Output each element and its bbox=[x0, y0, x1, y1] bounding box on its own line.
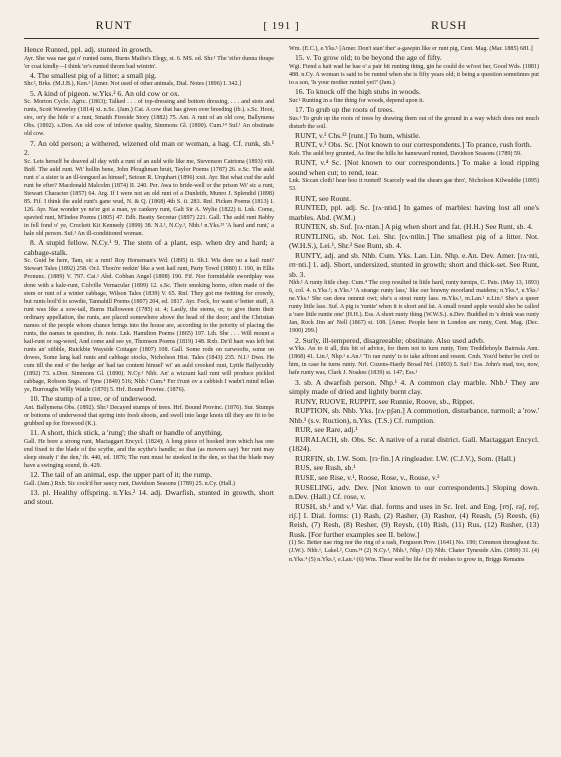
entry-paragraph: Lnk. Siccan cloth! hear hoo it runted! Scarcely wad the shears gae thro', Nicholson Kilwuddie (1895) 53. bbox=[289, 178, 539, 193]
right-column bbox=[289, 45, 539, 757]
entry-paragraph: RUNTLING, sb. Not. Lei. Shr. [rʌ·ntlin.] The smallest pig of a litter. Not. (W.H.S.), Lei.¹, Shr.² See Runt, sb. 4. bbox=[289, 231, 539, 251]
entry-paragraph: 16. To knock off the high stubs in woods. bbox=[295, 87, 421, 97]
entry-paragraph: 2. Surly, ill-tempered, disagreeable; obstinate. Also used advb. bbox=[295, 335, 485, 345]
entry-paragraph: 15. v. To grow old; to be beyond the age of fifty. bbox=[295, 53, 442, 63]
entry-paragraph: RUSELING, adv. Dev. [Not known to our correspondents.] Sloping down. n.Dev. (Hall.) Cf. rose, v. bbox=[289, 482, 539, 502]
entry-paragraph: Wm. (E.C.), e.Yks.¹ [Amer. Don't stan' ther' a-gawpin like er runt pig, Cent. Mag. (Mar. 1885) 681.] bbox=[289, 46, 533, 52]
entry-paragraph: RUSE, see Rise, v.¹, Roose, Rose, v., Rouse, v.² bbox=[295, 473, 440, 483]
entry-paragraph: RUNT, see Rount. bbox=[295, 193, 351, 203]
entry-paragraph: RUNY, RUOVE, RUPPIT, see Runnie, Roove, sb., Rippet. bbox=[295, 396, 475, 406]
entry-paragraph: 17. To grub up the roots of trees. bbox=[295, 104, 395, 114]
entry-paragraph: Sur.¹ Runting in a fine thing for woods, depend upon it. bbox=[289, 97, 425, 104]
running-header bbox=[24, 18, 539, 34]
entry-paragraph: Shr.², Brks. (M.J.B.), Ken.¹ [Amer. Not used of other animals, Dial. Notes (1896) I. 342.] bbox=[24, 81, 242, 88]
entry-paragraph: Ayr. She was nae gat o' runted rams, Burns Mailie's Elegy, st. 6. MS. ed. Shr.¹ The 'eifer dunna thrape 'er coat kindly—I think 'er's runted throm bad wintrin'. bbox=[24, 55, 274, 70]
entry-paragraph: w.Yks. An to it all, this bit of advice, for them not to turn runty, Tom Treddlehoyle Bairnsla Ann. (1868) 41. Lin.¹, Nhp.¹ e.An.¹ 'To ran runty' is to take affront and resent. Cmb. You'd better be civil to him, in case he turns runty. Nrf. Cozens-Hardy Broad Nrf. (1893) 5. Suf.¹ Ess. John's mad, too, now, hafe runty was, Clark J. Noakes (1839) st. 147; Ess.¹ bbox=[289, 346, 539, 377]
entry-paragraph: 7. An old person; a withered, wizened old man or woman, a hag. Cf. runk, sb.¹ 2. bbox=[24, 138, 274, 158]
entry-paragraph: RUNTY, adj. and sb. Nhb. Cum. Yks. Lan. Lin. Nhp. e.An. Dev. Amer. [rʌ·nti, rʊ·nti.] 1. adj. Short, undersized, stunted in growth; short and thick-set. See Runt, sb. 3. bbox=[289, 250, 539, 279]
entry-paragraph: RUNT, v.³ Obs. Sc. [Not known to our correspondents.] To prance, rush forth. bbox=[295, 140, 532, 150]
entry-paragraph: Sc. Lets herself be deaved all day with a runt of an auld wife like me, Stevenson Catriona (1893) viii. Bnff. The auld runt. Wi' hollin bene, John Ploughman bruit, Taylor Poems (1787) 26. e.Sc. The auld runt o' a sister is an ill-tongued as himsel', Setoun R. Urquhart (1896) xxii. Ayr. But what cud the auld runt be efter? Macdonald Malcolm (1874) II. 240. Per. Awa to bride-well or the prison Wi' sic a runt, Stewart Character (1857) 64. Arg. If I were not an old runt of a Dunleith, Munro J. Splendid (1898) 85. Fif. I think the auld runt's gane wud, N. & Q. (1868) 4th S. ii. 283. Rnf. Picken Poems (1813) I. 126. Ayr. Nae wonder ye ne'er got a man, ye cankery runt, Galt Sir A. Wylie (1822) ii. Lnk. Come, spavied runt, M'Indoe Poems (1805) 47. Edb. Beatty Secretar (1897) 221. Gall. The auld runt Babby in fell fond o' ye, Crockett Kit Kennedy (1899) 38. N.I.¹, N.Cy.¹, Nhb.¹ n.Yks.²³ 'A hard and runt,' a hale old person. Suf.¹ An ill-conditioned woman. bbox=[24, 158, 274, 238]
entry-paragraph: RURALACH, sb. Obs. Sc. A native of a rural district. Gall. Mactaggart Encycl. (1824). bbox=[289, 434, 539, 454]
entry-paragraph: RUPTION, sb. Nhb. Yks. [rʌ·pʃən.] A commotion, disturbance, turmoil; a 'row.' Nhb.¹ (s.v. Ruction), n.Yks. (T.S.) Cf. rumption. bbox=[289, 406, 539, 425]
entry-paragraph: Sc. Guid be here, Tam, sic a runt! Roy Horseman's Wd. (1895) ii. Sh.I. Wis dere no a kail runt? Stewart Tales (1892) 258. Or.I. Thou're reekin' like a wet kail runt, Party Towd (1880) I. 190, in Ellis Pronunc. (1889) V. 797. Cai.¹ Abd. Cobban Angel (1898) 190. Fif. Nor formidable swordplay was done with a kale-runt, Colville Vernacular (1899) 12. s.Sc. Their smoking horns, often made of the stem or runt of a winter cabbage, Wilson Tales (1839) V. 65. Rnf. They got me twitting for crowdy, but runts boil'd to sowdie, Tannahill Poems (1807) 204, ed. 1817. Ayr. Fock, for want o' better stuff, A runt was like a sow-tail, Burns Halloween (1785) st. 4; Lastly, the stems, or, to give them their ordinary appellation, the runts, are placed somewhere above the head of the door; and the Christian names of the people whom chance brings into the house are, according to the priority of placing the runts, the names in question, ib. note. Lnk. Hamilton Poems (1865) 197. Lth. She . . . Will mount a kail-runt or rag-weed, And come and see ye, Thomson Poems (1819) 148. Rxb. De'il haet was left but runts an' stibble, Ruickbie Wayside Cottager (1807) 108. Gall. Some rode on carwoofts, some on dowes, Some lang kail runts and cabbage stocks, Nicholson Hist. Tales (1843) 235. N.I.¹ Dwn. He cum till the end o' the hedge an' had tae content himsel' wi' an auld crooked runt, Lyttle Ballycuddy (1892) 73. s.Don. Simmons Gl. (1890). N.Cy.¹ Nhb. An' a wizzant kail runt will produce pickled cabbage, Robson Sngs. of Tyne (1849) 516; Nhb.¹ Cum.⁴ Fer t'runt ov a cabbish I wadn't mind tellan ye, Burroughs Willy Wattle (1870) 5. Hrf. Bound Provinc. (1876). bbox=[24, 258, 274, 394]
entry-paragraph: RUR, see Rare, adj.¹ bbox=[295, 425, 358, 435]
entry-paragraph: 3. sb. A dwarfish person. Nhp.¹ 4. A common clay marble. Nhb.¹ They are simply made of dried and lightly burnt clay. bbox=[289, 377, 539, 397]
entry-paragraph: 12. The tail of an animal, esp. the upper part of it; the rump. bbox=[30, 470, 212, 480]
entry-paragraph: 13. pl. Healthy offspring. n.Yks.² 14. adj. Dwarfish, stunted in growth, short and stout. bbox=[24, 488, 274, 507]
entry-paragraph: RUSH, sb.¹ and v.¹ Var. dial. forms and uses in Sc. Irel. and Eng. [rʊʃ, rəʃ, reʃ, riʃ.] I. Dial. forms: (1) Rash, (2) Rasher, (3) Rashor, (4) Reash, (5) Reesh, (6) Reish, (7) Resh, (8) Resher, (9) Reysh, (10) Rish, (11) Rus, (12) Rusher, (13) Rusk. [For further examples see II. below.] bbox=[289, 501, 539, 539]
header-right-headword: RUSH bbox=[430, 18, 467, 32]
entry-paragraph: Sc. Morton Cyclo. Agric. (1863); Talked . . . of top-dressing and bottom dressing, . . . and stots and runts, Scott Waverley (1814) xi. n.Sc. (Jam.) Cai. A cow that has given over breeding (ib.). s.Sc. Hoot, sirs, on'y the hide o' a runt, Smaith Fireside Story (1882) 75. Ant. A runt of an old cow, Ballymena Obs. (1892). s.Don. An old cow of inferior quality, Simmons Gl. (1890). Cum.¹⁴ Suf.¹ An obstinate old cow. bbox=[24, 99, 274, 138]
entry-paragraph: RUNT, v.² Chs.¹³ [runt.] To hum, whistle. bbox=[295, 130, 421, 140]
entry-paragraph: 11. A short, thick stick, a 'rung'; the shaft or handle of anything. bbox=[30, 428, 223, 438]
entry-paragraph: Gall. He bore a strong runt, Mactaggart Encycl. (1824); A long piece of hooked iron which has one end fixed to the blade of the scythe, and the scythe's handle; so that (as mowers say) 'her runt may sleep steady i' the den,' ib. 440, ed. 1876; The runt must be steeked in the den, so that the blade may have a swinging sound, ib. 429. bbox=[24, 438, 274, 470]
entry-paragraph: Keb. The auld boy grunted, As fine the hills he hameward runted, Davidson Seasons (1789) 59. bbox=[289, 151, 522, 158]
entry-paragraph: Wgt. Fiend a hait wad he hae o' a pair bit runting thing, gin he could do wi'oot her, Good Wds. (1881) 488. n.Cy. A woman is said to be runted when she is fifty years old; it being a question sometimes put to a son, 'Is your mother runted yet?' (Jam.) bbox=[289, 63, 539, 86]
entry-paragraph: (1) Sc. Better nae ring nor the ring of a rash, Ferguson Prov. (1641) No. 190; Common throughout Sc. (J.W.). Nhb.¹, Lakel.², Cum.¹⁴ (2) N.Cy.¹, Nhb.¹, Nhp.¹ (3) Nhb. Chater Tyneside Alm. (1869) 31. (4) n.Yks.⁴ (5) n.Yks.², e.Lan.¹ (6) Wm. Thear wod be lile for th' reishes to grow in, Briggs Remains bbox=[289, 540, 539, 563]
entry-paragraph: 8. A stupid fellow. N.Cy.¹ 9. The stem of a plant, esp. when dry and hard; a cabbage-stalk. bbox=[24, 238, 274, 257]
entry-paragraph: RURFIN, sb. I.W. Som. [rɜ·fin.] A ringleader. I.W. (C.J.V.), Som. (Hall.) bbox=[295, 453, 516, 463]
page-number: [ 191 ] bbox=[263, 20, 300, 32]
columns bbox=[24, 45, 539, 757]
entry-paragraph: Gall. (Jam.) Rxb. Sic cock'd her saucy runt, Davidson Seasons (1789) 25. n.Cy. (Hall.) bbox=[24, 480, 236, 487]
entry-paragraph: RUNT, v.⁴ Sc. [Not known to our correspondents.] To make a loud ripping sound when cut; to rend, tear. bbox=[289, 158, 539, 177]
entry-paragraph: 5. A kind of pigeon. w.Yks.² 6. An old cow or ox. bbox=[30, 88, 180, 98]
header-rule bbox=[24, 38, 539, 39]
entry-paragraph: RUNTED, ppl. adj. Sc. [rʌ·ntid.] In games of marbles: having lost all one's marbles. Abd. (W.M.) bbox=[289, 203, 539, 222]
left-column bbox=[24, 45, 274, 757]
entry-paragraph: Sus.¹ To grub up the roots of trees by drawing them out of the ground in a way which does not much disturb the soil. bbox=[289, 115, 539, 130]
entry-paragraph: 10. The stump of a tree, or of underwood. bbox=[30, 394, 157, 404]
entry-paragraph: RUNTEN, sb. Suf. [rʌ·ntən.] A pig when short and fat. (H.H.) See Runt, sb. 4. bbox=[295, 222, 533, 232]
entry-paragraph: 4. The smallest pig of a litter; a small pig. bbox=[30, 70, 157, 80]
header-left-headword: RUNT bbox=[95, 18, 133, 32]
entry-paragraph: Nhb.¹ A runty little chep. Cum.⁴ The crop resulted in little hard, runty turnips, C. Pats. (May 13, 1893) 6, col. 4. n.Yks.¹; n.Yks.² 'A strange runty lass,' like our brawny moorland maidens; n.Yks.⁴, e.Yks.¹ ne.Yks.¹ She can deea onnnut owt; she's a stout runty lass. m.Yks.¹, m.Lan.¹ n.Lin.¹ She's a queer runty little lass. Suf. A pig is 'runtie' when it is short and fat. A small round apple would also be called a 'rare little runtie one' (H.H.). Ess. A short runty thing (W.W.S.). n.Dev. Buddled in 's drink was runty Jan, Rock Jim an' Nell (1867) st. 108. [Amer. People here in London are runty, Cent. Mag. (Dec. 1900) 299.] bbox=[289, 280, 539, 335]
entry-paragraph: Hence Runted, ppl. adj. stunted in growth. bbox=[24, 45, 153, 54]
entry-paragraph: RUS, see Rush, sb.¹ bbox=[295, 463, 356, 473]
entry-paragraph: Ant. Ballymena Obs. (1892). Shr.² Decayed stumps of trees. Hrf. Bound Provinc. (1876). Sur. Stumps or bottoms of underwood that spring into fresh shoots, and swell into large knots till they are fit to be grubbed up for firewood (K.). bbox=[24, 404, 274, 428]
